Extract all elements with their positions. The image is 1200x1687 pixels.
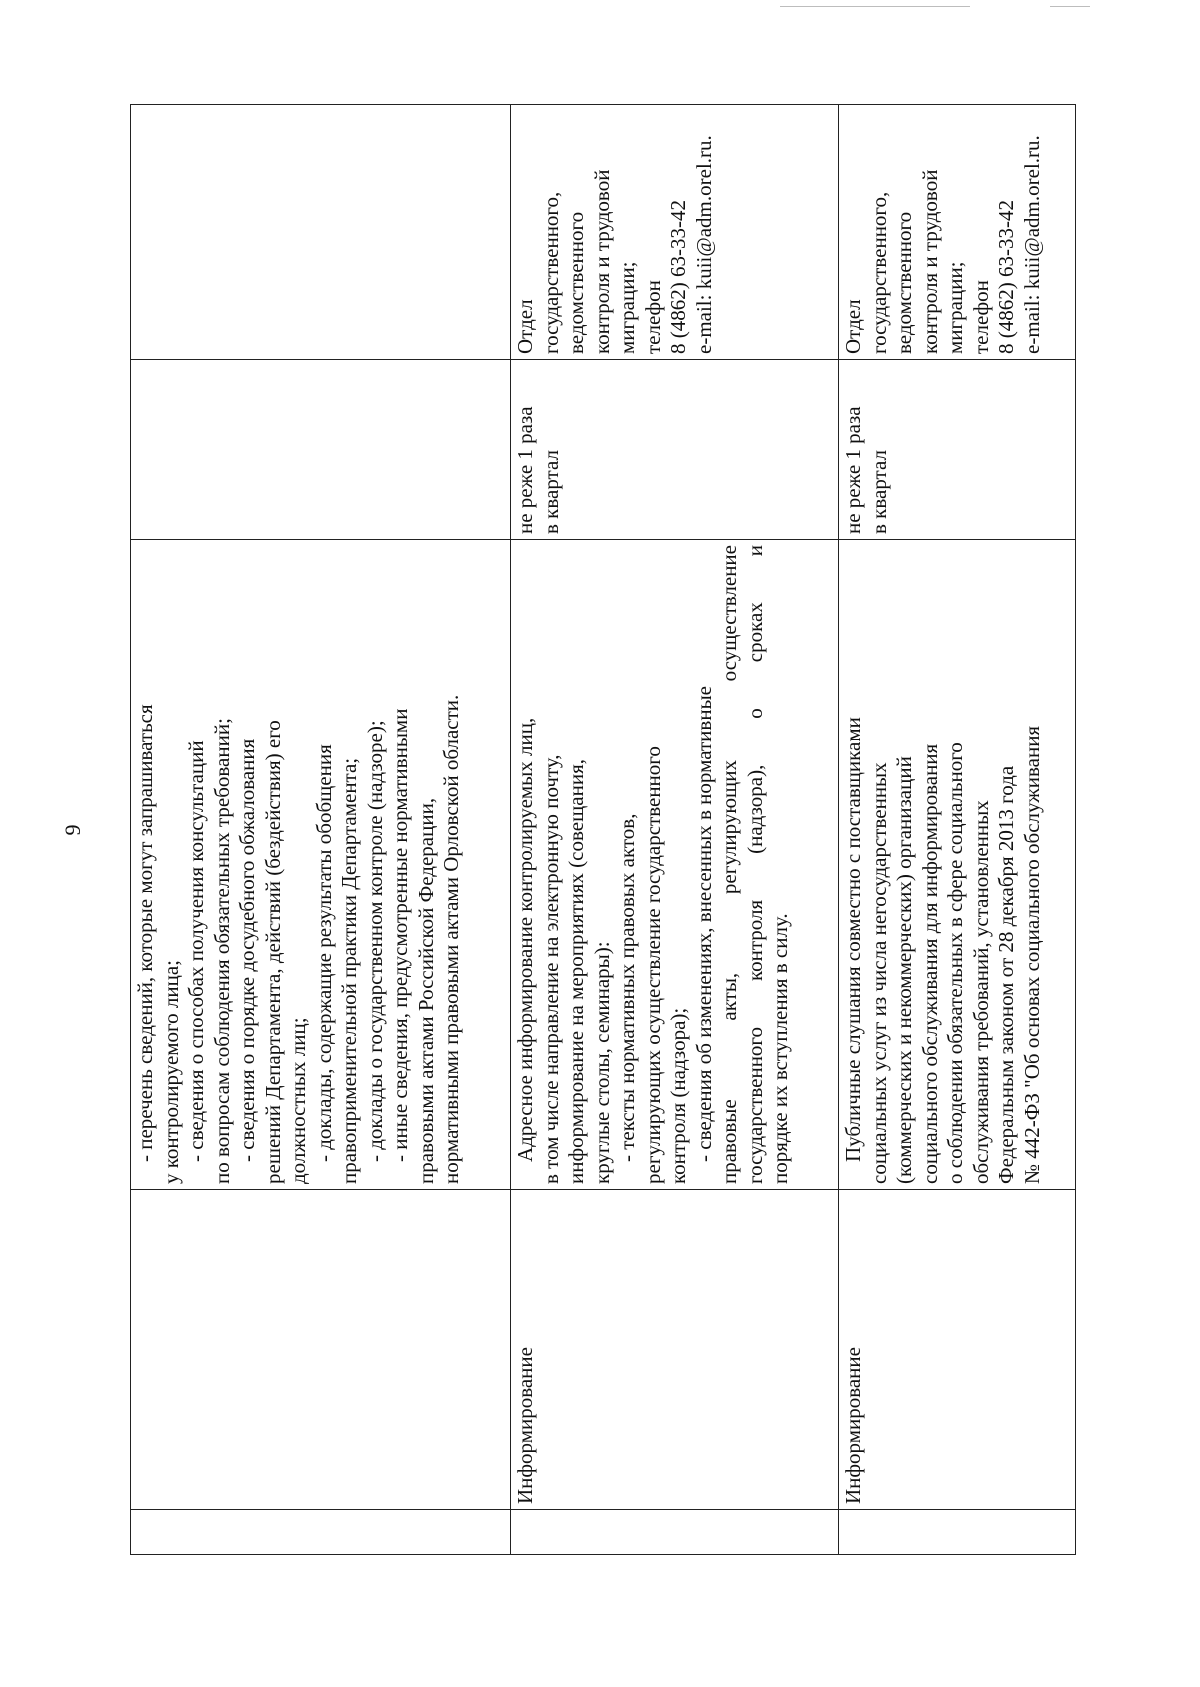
content-line: правовыми актами Российской Федерации, [413,797,438,1184]
table-row [511,105,839,1555]
responsible-line: телефон [640,280,665,354]
cell-content [131,540,511,1190]
frequency-line: в квартал [866,450,891,534]
responsible-line: государственного, [538,191,563,354]
cell-responsible [511,105,839,360]
content-line: правовые акты, регулирующих осуществление [717,545,741,1184]
content-line: обслуживания требований, установленных [968,800,993,1184]
responsible-line: государственного, [866,191,891,354]
cell-responsible [131,105,511,360]
cell-activity [131,1190,511,1510]
responsible-email: e-mail: kuii@adm.orel.ru. [1019,135,1044,354]
scan-artifact-line [780,6,970,7]
responsible-line: Отдел [513,299,537,354]
content-line: нормативными правовыми актами Орловской области. [439,694,463,1184]
table-row [131,105,511,1555]
cell-activity: Информирование [511,1190,839,1510]
content-line: (коммерческих и некоммерческих) организаций [892,756,916,1184]
content-line: Адресное информирование контролируемых лиц, [513,717,537,1162]
content-line: информирование на мероприятиях (совещания, [564,759,588,1184]
frequency-line: в квартал [538,450,563,534]
cell-content [839,540,1076,1190]
content-line: должностных лиц; [286,1017,310,1184]
cell-number [511,1510,839,1555]
content-line: Публичные слушания совместно с поставщиками [841,717,865,1162]
responsible-line: миграции; [943,261,967,354]
scan-artifact-line [1050,6,1090,7]
responsible-line: миграции; [615,261,639,354]
page-number: 9 [60,824,85,836]
content-line: № 442-ФЗ "Об основах социального обслуживания [1019,725,1044,1184]
cell-number [839,1510,1076,1555]
responsible-line: контроля и трудовой [917,169,942,354]
plan-table [130,104,1076,1555]
responsible-line: 8 (4862) 63-33-42 [994,200,1018,354]
content-line: порядке их вступления в силу. [768,913,792,1184]
content-line: у контролируемого лица; [158,959,183,1184]
content-line: по вопросам соблюдения обязательных требований; [209,718,234,1184]
content-line: Федеральным законом от 28 декабря 2013 года [994,765,1018,1184]
content-line: - сведения об изменениях, внесенных в нормативные [691,685,716,1162]
content-line: - доклады о государственном контроле (надзоре); [362,720,387,1162]
cell-number [131,1510,511,1555]
table-row [839,105,1076,1555]
content-line: государственного контроля (надзора), о сроках и [742,545,767,1184]
rotated-content [60,105,1110,1555]
content-line: - сведения о способах получения консультаций [184,740,208,1162]
responsible-line: ведомственного [892,211,916,354]
cell-responsible [839,105,1076,360]
responsible-line: телефон [968,280,993,354]
cell-frequency [511,360,839,540]
responsible-line: 8 (4862) 63-33-42 [666,200,690,354]
responsible-line: контроля и трудовой [589,169,614,354]
content-line: решений Департамента, действий (бездействия) его [260,720,285,1184]
content-line: круглые столы, семинары): [589,941,614,1184]
cell-activity: Информирование [839,1190,1076,1510]
responsible-email: e-mail: kuii@adm.orel.ru. [691,135,716,354]
frequency-line: не реже 1 раза [513,406,537,534]
content-line: социальных услуг из числа негосударственных [866,762,891,1184]
cell-frequency [131,360,511,540]
content-line: правоприменительной практики Департамента; [337,757,361,1184]
cell-frequency [839,360,1076,540]
content-line: контроля (надзора); [666,1007,690,1184]
content-line: о соблюдении обязательных в сфере социального [943,742,967,1184]
content-line: - тексты нормативных правовых актов, [615,813,639,1162]
content-line: - сведения о порядке досудебного обжалования [235,738,259,1162]
content-line: - иные сведения, предусмотренные нормативными [388,708,412,1162]
content-line: в том числе направление на электронную почту, [538,754,563,1184]
content-line: - доклады, содержащие результаты обобщения [311,744,336,1162]
content-line: регулирующих осуществление государственного [640,746,665,1184]
frequency-line: не реже 1 раза [841,406,865,534]
responsible-line: Отдел [841,299,865,354]
content-line: социального обслуживания для информирования [917,743,942,1184]
responsible-line: ведомственного [564,211,588,354]
content-line: - перечень сведений, которые могут запрашиваться [133,704,157,1162]
cell-content [511,540,839,1190]
